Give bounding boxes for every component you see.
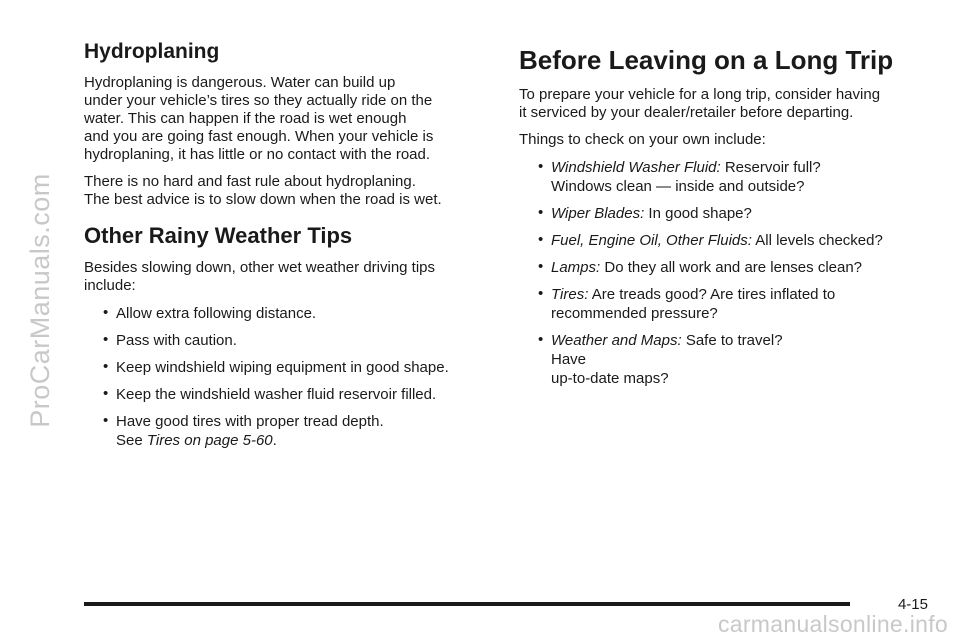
item-text: Have xyxy=(551,351,587,368)
cross-reference-link[interactable]: Tires on page 5-60 xyxy=(146,432,273,449)
see-text: See xyxy=(116,432,147,449)
right-column xyxy=(519,40,924,396)
period-text: . xyxy=(272,432,277,449)
bullet-icon: • xyxy=(538,258,544,275)
bullet-icon: • xyxy=(538,204,544,221)
bullet-icon: • xyxy=(538,231,544,248)
footer-rule xyxy=(84,602,850,606)
list-item xyxy=(519,331,924,388)
list-item xyxy=(519,204,924,223)
list-item xyxy=(84,331,484,350)
item-text: up-to-date maps? xyxy=(551,370,669,387)
list-item xyxy=(84,304,484,323)
checklist-intro: Things to check on your own include: xyxy=(519,131,766,148)
item-text: Safe to travel? xyxy=(685,332,783,349)
list-item-text: Allow extra following distance. xyxy=(116,305,317,322)
item-label: Tires: xyxy=(551,286,589,303)
text-line: include: xyxy=(84,277,136,294)
text-line: Besides slowing down, other wet weather driving tips xyxy=(84,259,436,276)
text-line: under your vehicle’s tires so they actually ride on the xyxy=(84,92,433,109)
long-trip-intro xyxy=(519,86,924,122)
text-line: and you are going fast enough. When your vehicle is xyxy=(84,128,434,145)
text-line: water. This can happen if the road is wet enough xyxy=(84,110,407,127)
page-number: 4-15 xyxy=(897,596,928,613)
list-item xyxy=(519,285,924,323)
list-item xyxy=(519,231,924,250)
bottom-watermark: carmanualsonline.info xyxy=(717,611,948,637)
bullet-icon: • xyxy=(103,331,109,348)
list-item xyxy=(84,358,484,377)
trip-checklist xyxy=(519,158,924,388)
text-line: Hydroplaning is dangerous. Water can build up xyxy=(84,74,396,91)
rainy-weather-list xyxy=(84,304,484,450)
bullet-icon: • xyxy=(538,158,544,175)
bullet-icon: • xyxy=(103,358,109,375)
hydroplaning-section xyxy=(84,40,484,209)
item-label: Wiper Blades: xyxy=(551,205,645,222)
side-watermark xyxy=(22,40,58,560)
item-label: Windshield Washer Fluid: xyxy=(551,159,721,176)
item-label: Weather and Maps: xyxy=(551,332,682,349)
side-watermark-text: ProCarManuals.com xyxy=(24,172,55,428)
list-item-text: Pass with caution. xyxy=(116,332,237,349)
list-item xyxy=(84,385,484,404)
hydroplaning-paragraph-2 xyxy=(84,173,484,209)
hydroplaning-paragraph-1 xyxy=(84,74,484,164)
item-label: Fuel, Engine Oil, Other Fluids: xyxy=(551,232,752,249)
left-column xyxy=(84,40,484,458)
item-text: All levels checked? xyxy=(755,232,883,249)
long-trip-heading: Before Leaving on a Long Trip xyxy=(519,45,894,75)
list-item-text: Keep the windshield washer fluid reservoir filled. xyxy=(116,386,437,403)
rainy-weather-heading: Other Rainy Weather Tips xyxy=(84,223,353,248)
text-line: it serviced by your dealer/retailer before departing. xyxy=(519,104,854,121)
rainy-weather-intro xyxy=(84,259,484,295)
text-line: hydroplaning, it has little or no contact with the road. xyxy=(84,146,431,163)
list-item xyxy=(84,412,484,450)
item-text: Windows clean — inside and outside? xyxy=(551,178,805,195)
bullet-icon: • xyxy=(103,412,109,429)
text-line: To prepare your vehicle for a long trip, consider having xyxy=(519,86,881,103)
bullet-icon: • xyxy=(538,331,544,348)
item-text: In good shape? xyxy=(648,205,752,222)
bullet-icon: • xyxy=(103,385,109,402)
bullet-icon: • xyxy=(103,304,109,321)
list-item xyxy=(519,258,924,277)
text-line: The best advice is to slow down when the road is wet. xyxy=(84,191,442,208)
rainy-weather-section xyxy=(84,223,484,450)
hydroplaning-heading: Hydroplaning xyxy=(84,40,220,63)
item-text: Do they all work and are lenses clean? xyxy=(604,259,863,276)
list-item xyxy=(519,158,924,196)
item-text: Are treads good? Are tires inflated to xyxy=(591,286,836,303)
item-text: recommended pressure? xyxy=(551,305,718,322)
item-label: Lamps: xyxy=(551,259,601,276)
item-text: Reservoir full? xyxy=(724,159,821,176)
list-item-text: Keep windshield wiping equipment in good shape. xyxy=(116,359,449,376)
text-line: There is no hard and fast rule about hydroplaning. xyxy=(84,173,416,190)
list-item-text: Have good tires with proper tread depth. xyxy=(116,413,384,430)
bullet-icon: • xyxy=(538,285,544,302)
